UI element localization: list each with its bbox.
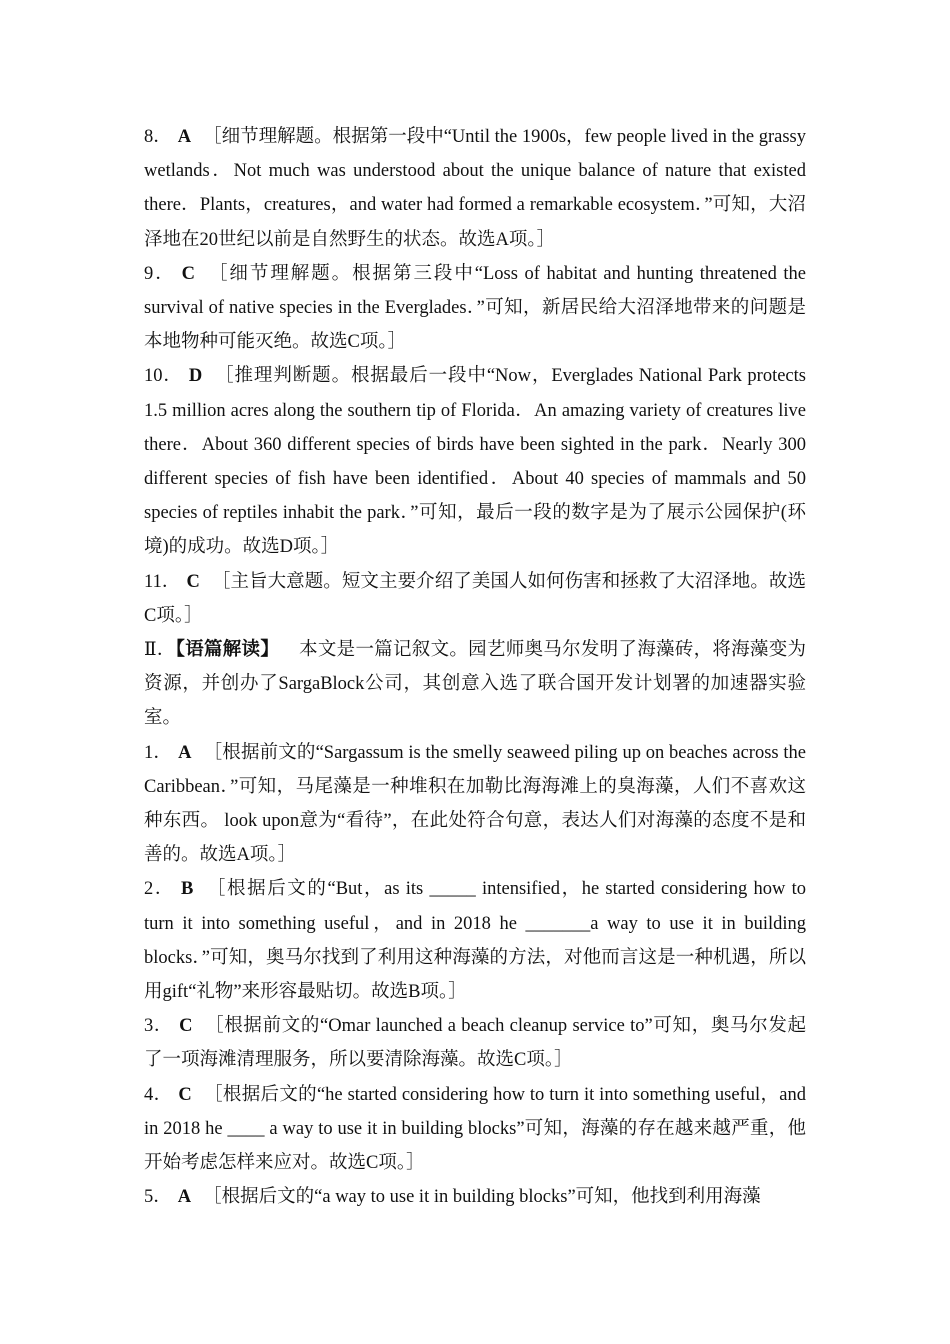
item-explanation: ［主旨大意题。短文主要介绍了美国人如何伤害和拯救了大沼泽地。故选C项。］: [144, 571, 806, 626]
answer-item-9: [144, 257, 806, 360]
answer-item-5: [144, 1180, 806, 1214]
item-answer: A: [177, 1187, 192, 1208]
answer-item-2: [144, 872, 806, 1009]
answer-item-8: [144, 120, 806, 257]
section-title: 【语篇解读】: [175, 640, 280, 661]
item-number: 8．: [144, 127, 172, 147]
item-answer: C: [181, 263, 196, 284]
item-number: 2．: [144, 879, 175, 900]
answer-item-3: [144, 1009, 806, 1077]
item-explanation: ［细节理解题。根据第一段中“Until the 1900s，few people lived in the grassy wetlands．Not much was understood about the unique balance of nature that existed there．Plants，creatures，and water had formed a remarkable ecosystem．”可知，大沼泽地在20世纪以前是自然野生的状态。故选A项。］: [144, 127, 806, 250]
item-number: 10．: [144, 366, 183, 387]
item-explanation: ［根据后文的“a way to use it in building blocks”可知，他找到利用海藻: [203, 1187, 761, 1208]
item-explanation: ［根据后文的“But，as its _____ intensified，he started considering how to turn it into something useful，and in 2018 he _______a way to use it in building blocks．”可知，奥马尔找到了利用这种海藻的方法，对他而言这是一种机遇，所以用gift“礼物”来形容最贴切。故选B项。］: [144, 879, 806, 1003]
answer-item-11: [144, 565, 806, 633]
item-number: 3．: [144, 1016, 174, 1037]
item-answer: C: [178, 1084, 192, 1105]
answer-explanations: [144, 120, 806, 1215]
item-explanation: ［根据后文的“he started considering how to turn it into something useful，and in 2018 he ____ a way to use it in building blocks”可知，海藻的存在越来越严重，他开始考虑怎样来应对。故选C项。］: [144, 1084, 806, 1174]
item-answer: B: [180, 879, 194, 900]
item-answer: C: [179, 1016, 193, 1037]
passage-summary: [144, 633, 806, 736]
item-answer: A: [177, 127, 192, 147]
item-number: 5．: [144, 1187, 172, 1208]
item-answer: D: [188, 366, 203, 387]
section-summary-text: 本文是一篇记叙文。园艺师奥马尔发明了海藻砖，将海藻变为资源，并创办了SargaBlock公司，其创意入选了联合国开发计划署的加速器实验室。: [144, 640, 806, 729]
item-number: 1．: [144, 742, 173, 763]
item-answer: A: [178, 742, 192, 763]
item-explanation: ［根据前文的“Omar launched a beach cleanup service to”可知，奥马尔发起了一项海滩清理服务，所以要清除海藻。故选C项。］: [144, 1016, 806, 1071]
item-explanation: ［推理判断题。根据最后一段中“Now，Everglades National Park protects 1.5 million acres along the southern tip of Florida．An amazing variety of creatures live there．About 360 different species of birds have been sighted in the park．Nearly 300 different species of fish have been identified．About 40 species of mammals and 50 species of reptiles inhabit the park．”可知，最后一段的数字是为了展示公园保护(环境)的成功。故选D项。］: [144, 366, 806, 558]
section-label: Ⅱ．: [144, 640, 176, 661]
answer-item-10: [144, 359, 806, 564]
answer-item-1: [144, 736, 806, 873]
item-explanation: ［细节理解题。根据第三段中“Loss of habitat and hunting threatened the survival of native species in the Everglades．”可知，新居民给大沼泽地带来的问题是本地物种可能灭绝。故选C项。］: [144, 263, 806, 353]
item-explanation: ［根据前文的“Sargassum is the smelly seaweed piling up on beaches across the Caribbean．”可知，马尾藻是一种堆积在加勒比海海滩上的臭海藻，人们不喜欢这种东西。 look upon意为“看待”，在此处符合句意，表达人们对海藻的态度不是和善的。故选A项。］: [144, 742, 806, 866]
item-number: 9．: [144, 263, 176, 284]
answer-item-4: [144, 1078, 806, 1181]
item-answer: C: [186, 571, 200, 592]
item-number: 4．: [144, 1084, 173, 1105]
item-number: 11．: [144, 571, 181, 592]
